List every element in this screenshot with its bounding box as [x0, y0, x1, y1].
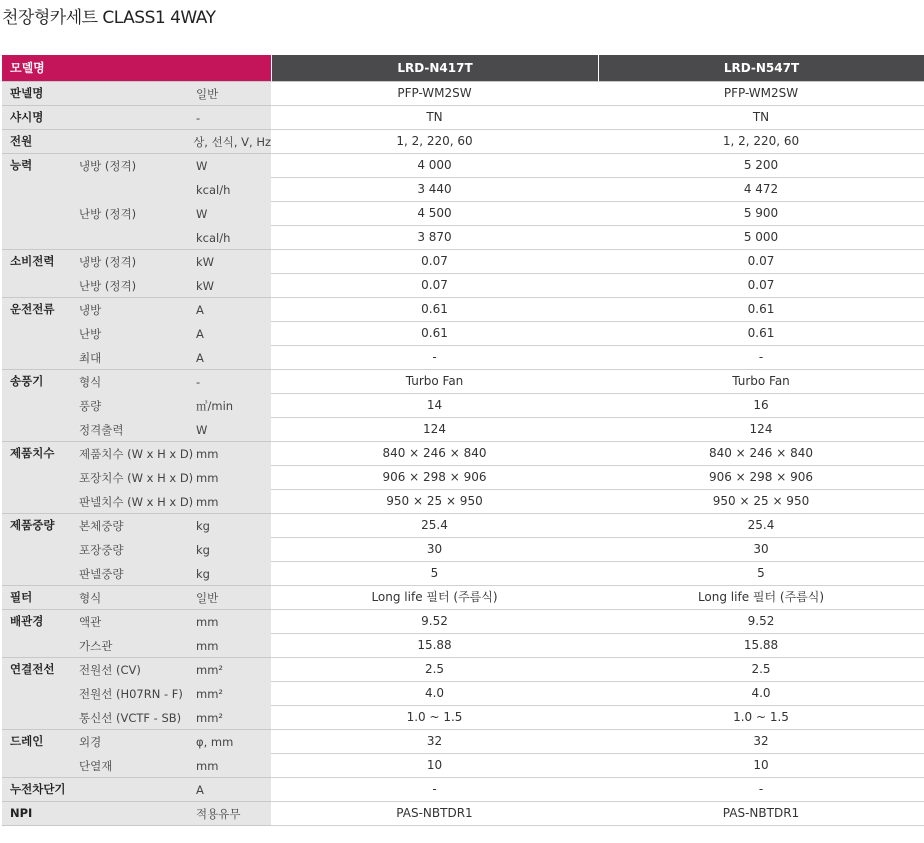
- spec-sub-label: 본체중량: [79, 519, 124, 533]
- value-cell-model-1: 9.52: [271, 610, 598, 634]
- spec-unit: kcal/h: [196, 231, 231, 245]
- spec-group: [2, 514, 271, 586]
- value-cell-model-2: 10: [598, 754, 924, 778]
- spec-group-name: 제품중량: [10, 518, 55, 532]
- value-cell-model-1: 25.4: [271, 514, 598, 538]
- value-cell-model-2: 5 900: [598, 202, 924, 226]
- value-cell-model-2: 0.07: [598, 250, 924, 274]
- spec-unit: mm: [196, 495, 219, 509]
- spec-group-name: 판넬명: [10, 86, 44, 100]
- spec-unit: 적용유무: [196, 807, 241, 821]
- spec-sub-label: 전원선 (H07RN - F): [79, 687, 183, 701]
- spec-group: [2, 586, 271, 610]
- spec-unit: mm²: [196, 687, 224, 701]
- spec-table: [2, 55, 924, 826]
- spec-unit: W: [196, 207, 208, 221]
- spec-sub-label: 외경: [79, 735, 102, 749]
- spec-group-name: 소비전력: [10, 254, 55, 268]
- spec-unit: kg: [196, 567, 210, 581]
- spec-group: [2, 778, 271, 802]
- spec-unit: A: [196, 351, 204, 365]
- spec-sub-label: 형식: [79, 375, 102, 389]
- spec-group: [2, 610, 271, 658]
- value-cell-model-1: 14: [271, 394, 598, 418]
- spec-group: [2, 730, 271, 778]
- value-cell-model-1: 1, 2, 220, 60: [271, 130, 598, 154]
- value-cell-model-2: 906 × 298 × 906: [598, 466, 924, 490]
- spec-group-name: 샤시명: [10, 110, 44, 124]
- spec-sub-label: [79, 778, 196, 802]
- spec-sub-label: 제품치수 (W x H x D): [79, 447, 194, 461]
- spec-unit: mm²: [196, 663, 224, 677]
- spec-group-name: 배관경: [10, 614, 44, 628]
- spec-unit: kcal/h: [196, 183, 231, 197]
- value-cell-model-1: 4 000: [271, 154, 598, 178]
- value-cell-model-1: 950 × 25 × 950: [271, 490, 598, 514]
- spec-sub-label: 판넬치수 (W x H x D): [79, 495, 194, 509]
- header-label: 모델명: [2, 55, 271, 82]
- value-cell-model-1: PAS-NBTDR1: [271, 802, 598, 826]
- spec-unit: W: [196, 159, 208, 173]
- value-cell-model-2: 5 200: [598, 154, 924, 178]
- spec-sub-label: 포장중량: [79, 543, 124, 557]
- spec-group: [2, 298, 271, 370]
- spec-group: [2, 250, 271, 298]
- spec-group: [2, 106, 271, 130]
- value-cell-model-2: 32: [598, 730, 924, 754]
- spec-sub-label: 풍량: [79, 399, 102, 413]
- spec-group-name: 드레인: [10, 734, 44, 748]
- spec-sub-label: 포장치수 (W x H x D): [79, 471, 194, 485]
- value-cell-model-1: 4.0: [271, 682, 598, 706]
- spec-sub-label: 액관: [79, 615, 102, 629]
- value-cell-model-2: PAS-NBTDR1: [598, 802, 924, 826]
- spec-group: [2, 658, 271, 730]
- spec-unit: 일반: [196, 591, 219, 605]
- spec-group: [2, 154, 271, 250]
- spec-unit: kg: [196, 519, 210, 533]
- spec-unit: mm: [196, 759, 219, 773]
- value-cell-model-1: 0.61: [271, 298, 598, 322]
- value-cell-model-2: 840 × 246 × 840: [598, 442, 924, 466]
- value-cell-model-2: 0.61: [598, 298, 924, 322]
- value-cell-model-2: 5: [598, 562, 924, 586]
- value-cell-model-1: 30: [271, 538, 598, 562]
- spec-group: [2, 82, 271, 106]
- value-cell-model-2: -: [598, 346, 924, 370]
- value-cell-model-1: 840 × 246 × 840: [271, 442, 598, 466]
- spec-sub-label: 가스관: [79, 639, 113, 653]
- spec-sub-label: [79, 178, 196, 202]
- value-cell-model-2: 1.0 ~ 1.5: [598, 706, 924, 730]
- value-cell-model-2: 1, 2, 220, 60: [598, 130, 924, 154]
- value-cell-model-1: 906 × 298 × 906: [271, 466, 598, 490]
- value-cell-model-2: 950 × 25 × 950: [598, 490, 924, 514]
- spec-sub-label: 전원선 (CV): [79, 663, 141, 677]
- spec-unit: mm²: [196, 711, 224, 725]
- spec-unit: kg: [196, 543, 210, 557]
- spec-group: [2, 370, 271, 442]
- spec-group-name: 필터: [10, 590, 33, 604]
- spec-group: [2, 802, 271, 826]
- header-model-1: LRD-N417T: [271, 55, 598, 82]
- spec-sub-label: 난방 (정격): [79, 207, 137, 221]
- spec-unit: kW: [196, 279, 215, 293]
- spec-unit: A: [196, 783, 204, 797]
- value-cell-model-2: 16: [598, 394, 924, 418]
- spec-unit: -: [196, 111, 201, 125]
- spec-unit: A: [196, 303, 204, 317]
- value-cell-model-2: 2.5: [598, 658, 924, 682]
- value-cell-model-2: 9.52: [598, 610, 924, 634]
- spec-sub-label: 냉방 (정격): [79, 255, 137, 269]
- value-cell-model-1: 3 440: [271, 178, 598, 202]
- spec-group-name: 능력: [10, 158, 33, 172]
- spec-unit: φ, mm: [196, 735, 234, 749]
- value-cell-model-2: Long life 필터 (주름식): [598, 586, 924, 610]
- value-cell-model-1: 0.07: [271, 250, 598, 274]
- value-cell-model-1: 3 870: [271, 226, 598, 250]
- value-cell-model-1: Turbo Fan: [271, 370, 598, 394]
- value-cell-model-2: 0.61: [598, 322, 924, 346]
- value-cell-model-1: 2.5: [271, 658, 598, 682]
- value-cell-model-2: TN: [598, 106, 924, 130]
- value-cell-model-2: -: [598, 778, 924, 802]
- value-cell-model-2: 4 472: [598, 178, 924, 202]
- spec-unit: mm: [196, 639, 219, 653]
- value-cell-model-1: 32: [271, 730, 598, 754]
- spec-sub-label: [79, 226, 196, 250]
- spec-unit: ㎥/min: [196, 399, 234, 413]
- value-cell-model-1: Long life 필터 (주름식): [271, 586, 598, 610]
- value-cell-model-1: -: [271, 346, 598, 370]
- spec-sub-label: [79, 802, 196, 826]
- value-cell-model-2: Turbo Fan: [598, 370, 924, 394]
- spec-group-name: 제품치수: [10, 446, 55, 460]
- spec-sub-label: [79, 82, 196, 106]
- spec-sub-label: 정격출력: [79, 423, 124, 437]
- spec-sub-label: [78, 130, 193, 154]
- value-cell-model-1: 15.88: [271, 634, 598, 658]
- spec-group: [2, 130, 271, 154]
- value-cell-model-2: 124: [598, 418, 924, 442]
- spec-unit: 상, 선식, V, Hz: [193, 135, 271, 149]
- value-cell-model-2: 4.0: [598, 682, 924, 706]
- spec-sub-label: 형식: [79, 591, 102, 605]
- spec-unit: 일반: [196, 87, 219, 101]
- spec-group-name: 전원: [10, 134, 33, 148]
- value-cell-model-1: -: [271, 778, 598, 802]
- spec-group-name: NPI: [10, 806, 33, 820]
- spec-group: [2, 442, 271, 514]
- spec-unit: mm: [196, 447, 219, 461]
- spec-sub-label: 단열재: [79, 759, 113, 773]
- spec-unit: W: [196, 423, 208, 437]
- header-model-2: LRD-N547T: [598, 55, 924, 82]
- spec-group-name: 연결전선: [10, 662, 55, 676]
- spec-unit: mm: [196, 615, 219, 629]
- spec-unit: mm: [196, 471, 219, 485]
- value-cell-model-1: 10: [271, 754, 598, 778]
- page-title: 천장형카세트 CLASS1 4WAY: [2, 8, 216, 28]
- value-cell-model-2: 25.4: [598, 514, 924, 538]
- value-cell-model-1: 0.07: [271, 274, 598, 298]
- spec-unit: -: [196, 375, 201, 389]
- value-cell-model-1: TN: [271, 106, 598, 130]
- value-cell-model-2: 30: [598, 538, 924, 562]
- value-cell-model-1: 124: [271, 418, 598, 442]
- spec-sub-label: 난방 (정격): [79, 279, 137, 293]
- value-cell-model-1: PFP-WM2SW: [271, 82, 598, 106]
- value-cell-model-1: 1.0 ~ 1.5: [271, 706, 598, 730]
- value-cell-model-2: PFP-WM2SW: [598, 82, 924, 106]
- value-cell-model-2: 15.88: [598, 634, 924, 658]
- value-cell-model-1: 4 500: [271, 202, 598, 226]
- value-cell-model-2: 5 000: [598, 226, 924, 250]
- spec-sub-label: 냉방 (정격): [79, 159, 137, 173]
- spec-sub-label: 통신선 (VCTF - SB): [79, 711, 182, 725]
- spec-sub-label: [79, 106, 196, 130]
- value-cell-model-2: 0.07: [598, 274, 924, 298]
- spec-group-name: 누전차단기: [10, 782, 66, 796]
- spec-sub-label: 최대: [79, 351, 102, 365]
- spec-sub-label: 냉방: [79, 303, 102, 317]
- spec-unit: kW: [196, 255, 215, 269]
- spec-group-name: 운전전류: [10, 302, 55, 316]
- value-cell-model-1: 5: [271, 562, 598, 586]
- spec-group-name: 송풍기: [10, 374, 44, 388]
- value-cell-model-1: 0.61: [271, 322, 598, 346]
- spec-unit: A: [196, 327, 204, 341]
- spec-sub-label: 판넬중량: [79, 567, 124, 581]
- spec-sub-label: 난방: [79, 327, 102, 341]
